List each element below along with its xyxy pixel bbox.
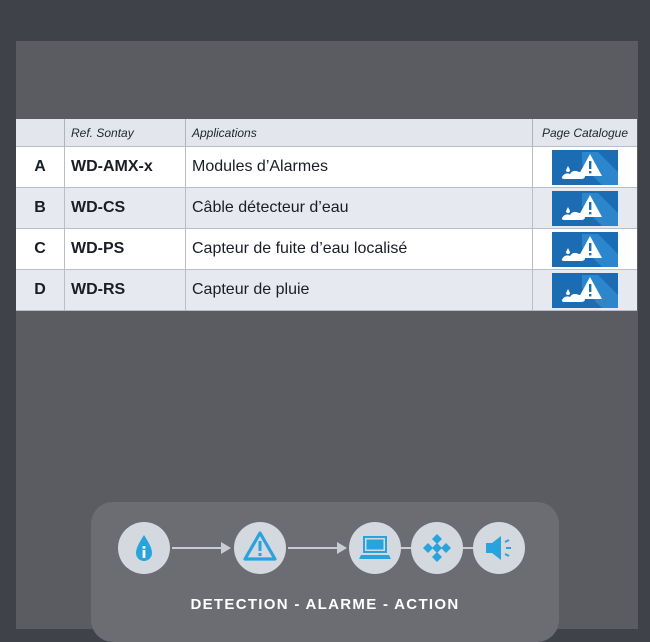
catalogue-cell	[533, 188, 638, 229]
leak-warning-icon	[552, 150, 618, 185]
header-applications: Applications	[186, 119, 533, 147]
header-ref: Ref. Sontay	[65, 119, 186, 147]
row-letter: B	[16, 188, 65, 229]
flow-connector	[463, 547, 473, 549]
product-table	[16, 119, 637, 311]
alarm-step	[473, 522, 525, 574]
row-application: Modules d’Alarmes	[186, 147, 533, 188]
warning-step	[234, 522, 286, 574]
row-application: Capteur de fuite d’eau localisé	[186, 229, 533, 270]
control-step	[411, 522, 463, 574]
row-letter: A	[16, 147, 65, 188]
computer-icon	[349, 522, 401, 574]
flow-arrowhead	[221, 542, 231, 554]
leak-warning-icon	[552, 232, 618, 267]
detection-flow-panel	[91, 502, 559, 642]
flow-caption: DETECTION - ALARME - ACTION	[190, 596, 460, 613]
header-letter	[16, 119, 65, 147]
row-ref: WD-AMX-x	[65, 147, 186, 188]
flow-arrowhead	[337, 542, 347, 554]
leak-warning-icon	[552, 191, 618, 226]
row-ref: WD-PS	[65, 229, 186, 270]
catalogue-cell	[533, 147, 638, 188]
catalogue-page-button[interactable]	[552, 191, 618, 226]
row-ref: WD-CS	[65, 188, 186, 229]
table-row	[16, 270, 637, 311]
catalogue-cell	[533, 229, 638, 270]
row-letter: D	[16, 270, 65, 311]
flow-arrow-line	[288, 547, 340, 549]
table-header-row	[16, 119, 637, 147]
computer-step	[349, 522, 401, 574]
header-catalogue: Page Catalogue	[533, 119, 638, 147]
flow-arrow-line	[172, 547, 224, 549]
catalogue-page-button[interactable]	[552, 150, 618, 185]
table-row	[16, 147, 637, 188]
table-row	[16, 188, 637, 229]
speaker-icon	[473, 522, 525, 574]
catalogue-cell	[533, 270, 638, 311]
water-drop-icon	[118, 522, 170, 574]
warning-triangle-icon	[234, 522, 286, 574]
row-application: Capteur de pluie	[186, 270, 533, 311]
row-application: Câble détecteur d’eau	[186, 188, 533, 229]
diamond-grid-icon	[411, 522, 463, 574]
leak-warning-icon	[552, 273, 618, 308]
water-drop-step	[118, 522, 170, 574]
flow-connector	[401, 547, 411, 549]
catalogue-page-button[interactable]	[552, 232, 618, 267]
table-row	[16, 229, 637, 270]
row-ref: WD-RS	[65, 270, 186, 311]
catalogue-page-button[interactable]	[552, 273, 618, 308]
row-letter: C	[16, 229, 65, 270]
